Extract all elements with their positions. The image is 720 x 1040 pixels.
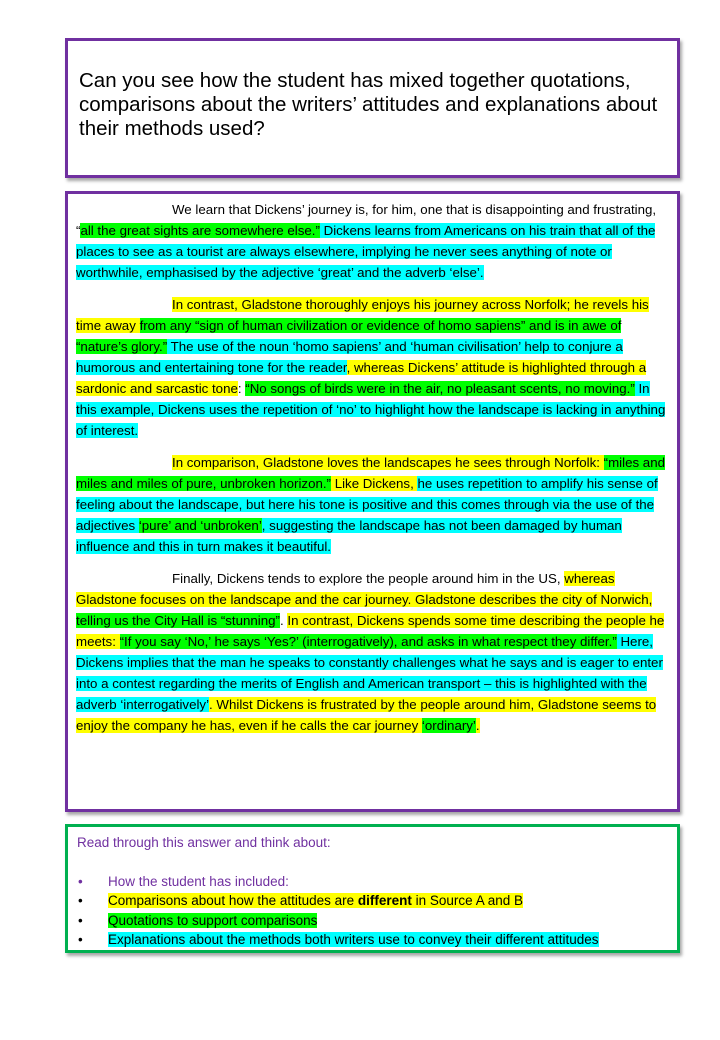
bullet-icon: •	[78, 873, 83, 889]
essay-segment-quotation: all the great sights are somewhere else.”	[80, 223, 320, 238]
essay-segment-quotation: telling us the City Hall is “stunning”	[76, 613, 280, 628]
question-text: Can you see how the student has mixed together quotations, comparisons about the writers’ attitudes and explanations about their methods used?	[79, 69, 658, 140]
essay-segment-explanation: he uses repetition to amplify his sense of feeling about the landscape, but here his tone is positive and this comes through via the use of the adjectives	[76, 476, 658, 533]
essay-segment-comparison: In contrast, Gladstone thoroughly enjoys his journey across Norfolk; he revels his time away	[76, 297, 649, 333]
essay-segment-explanation: Dickens learns from Americans on his train that all of the places to see as a tourist are always elsewhere, implying he never sees anything of note or worthwhile, emphasised by the adjective ‘great’ and the adverb ‘else’.	[76, 223, 656, 280]
essay-paragraph-3	[76, 452, 669, 557]
guidance-item-quotations-text: Quotations to support comparisons	[108, 912, 318, 928]
essay-segment-quotation: “miles and miles and miles of pure, unbroken horizon.”	[76, 455, 665, 491]
essay-segment-explanation: The use of the noun ‘homo sapiens’ and ‘human civilisation’ help to conjure a humorous and entertaining tone for the reader	[76, 339, 623, 375]
essay-segment-comparison: whereas Gladstone focuses on the landscape and the car journey. Gladstone describes the city of Norwich,	[76, 571, 653, 607]
essay-paragraph-1	[76, 199, 669, 283]
essay-segment-quotation: ‘pure’ and ‘unbroken’	[138, 518, 262, 533]
essay-paragraph-2	[76, 294, 669, 441]
guidance-item-comparisons-text: Comparisons about how the attitudes are different in Source A and B	[108, 893, 523, 908]
essay-segment-plain: .	[279, 613, 288, 628]
guidance-item-explanations	[77, 930, 669, 950]
guidance-item-explanations-text: Explanations about the methods both writers use to convey their different attitudes	[108, 932, 599, 947]
essay-segment-explanation: In this example, Dickens uses the repetition of ‘no’ to highlight how the landscape is lacking in anything of interest.	[76, 381, 666, 438]
essay-segment-comparison: Like Dickens,	[331, 476, 418, 491]
essay-box	[65, 191, 680, 812]
guidance-intro-item	[77, 872, 669, 892]
essay-segment-comparison: In contrast, Dickens spends some time describing the people he meets:	[76, 613, 665, 649]
bullet-icon: •	[78, 893, 83, 908]
guidance-item-quotations	[77, 911, 669, 931]
essay-paragraph-4	[76, 568, 669, 736]
bullet-icon: •	[78, 932, 83, 947]
essay-segment-explanation: Here, Dickens implies that the man he speaks to constantly challenges what he says and is eager to enter into a contest regarding the merits of English and American transport – this is highlighted with the adverb ‘interrogatively’	[76, 634, 663, 712]
essay-segment-plain: We learn that Dickens’ journey is, for him, one that is disappointing and frustrating, “	[76, 202, 657, 238]
guidance-heading: Read through this answer and think about:	[77, 835, 331, 850]
guidance-list	[77, 872, 669, 950]
essay-segment-quotation: “If you say ‘No,’ he says ‘Yes?’ (interrogatively), and asks in what respect they differ.”	[119, 634, 617, 649]
guidance-intro-text: How the student has included:	[108, 873, 289, 889]
question-box	[65, 38, 680, 178]
essay-segment-comparison: , whereas Dickens’ attitude is highlighted through a sardonic and sarcastic tone	[76, 360, 647, 396]
essay-segment-plain: Finally, Dickens tends to explore the people around him in the US,	[172, 571, 565, 586]
essay-segment-quotation: from any “sign of human civilization or evidence of homo sapiens” and is in awe of “nature’s glory.”	[76, 318, 622, 354]
essay-segment-comparison: .	[475, 718, 480, 733]
essay-segment-quotation: “No songs of birds were in the air, no pleasant scents, no moving.”	[245, 381, 635, 396]
guidance-box	[65, 824, 680, 953]
guidance-item-comparisons	[77, 891, 669, 911]
essay-segment-explanation: , suggesting the landscape has not been damaged by human influence and this in turn makes it beautiful.	[76, 518, 622, 554]
essay-segment-comparison: . Whilst Dickens is frustrated by the people around him, Gladstone seems to enjoy the company he has, even if he calls the car journey	[76, 697, 657, 733]
essay-segment-plain: :	[237, 381, 246, 396]
essay-segment-comparison: In comparison, Gladstone loves the landscapes he sees through Norfolk:	[172, 455, 604, 470]
bullet-icon: •	[78, 912, 83, 928]
essay-segment-quotation: ‘ordinary’	[421, 718, 476, 733]
